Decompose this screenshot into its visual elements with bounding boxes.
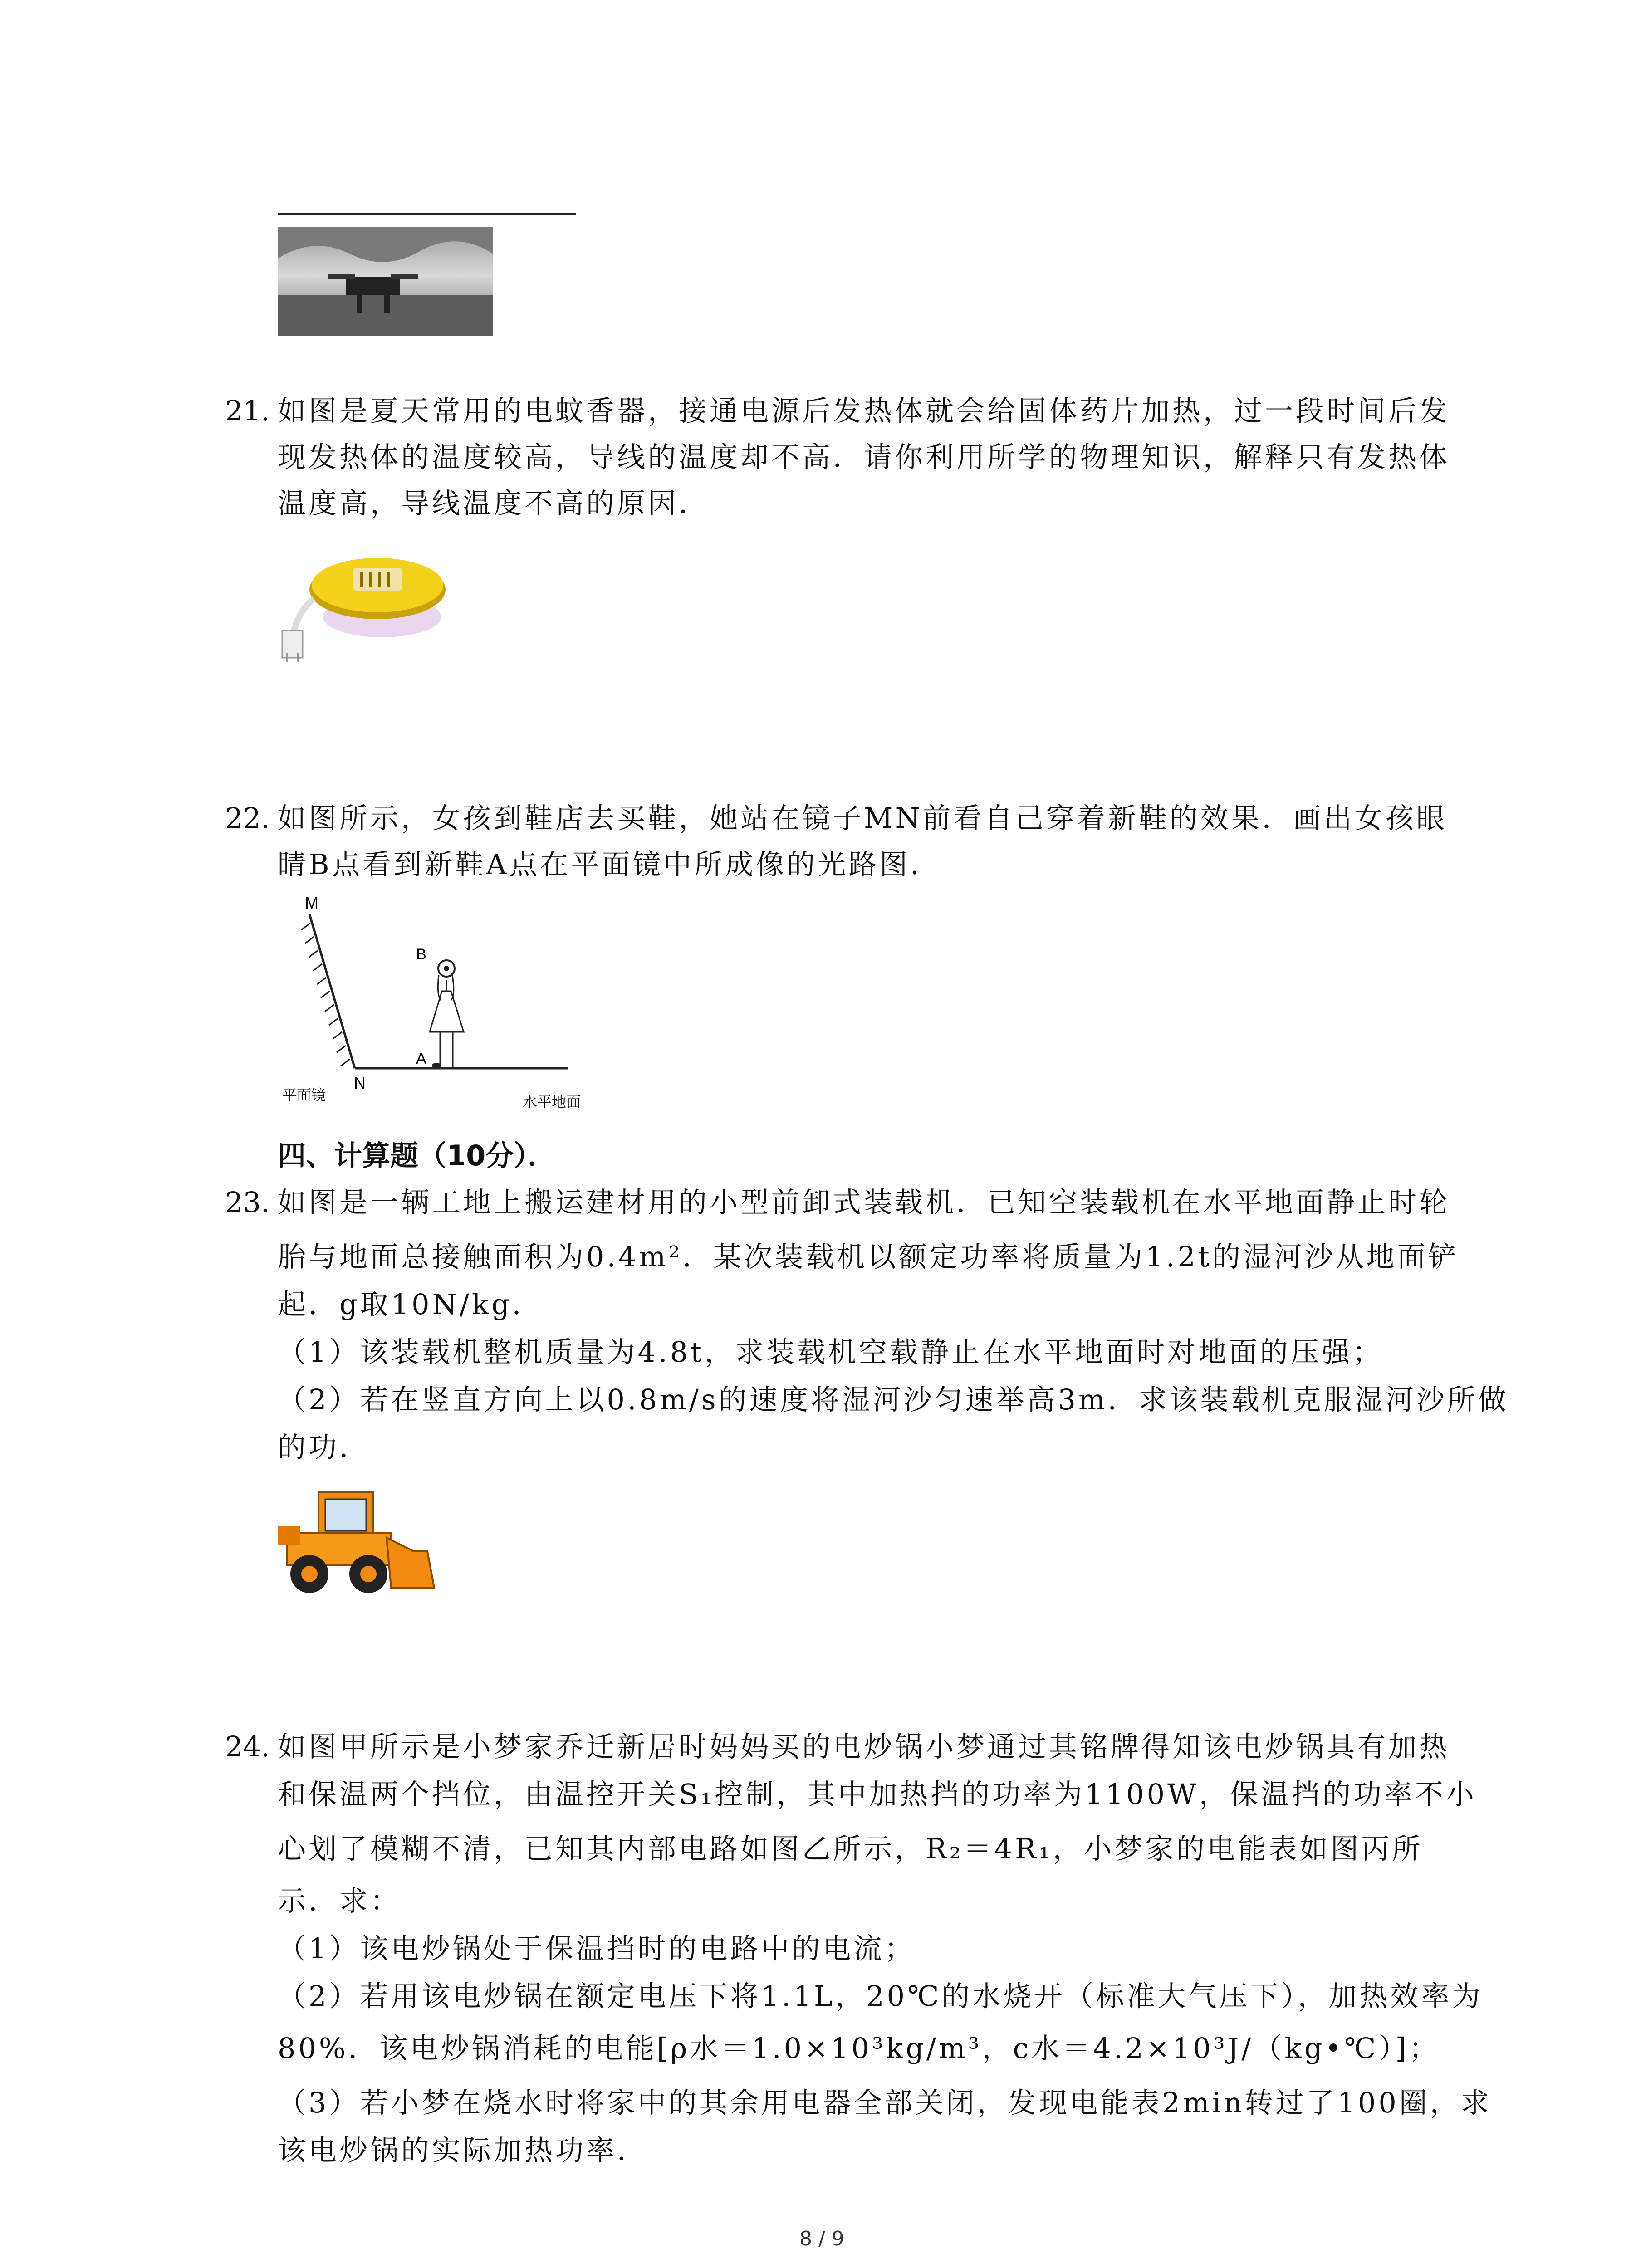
label-A: A <box>416 1050 426 1067</box>
question-text-line: 的功． <box>278 1431 371 1464</box>
loader-photo <box>278 1483 436 1597</box>
drone-photo <box>278 227 493 336</box>
question-text-line: （1）该电炒锅处于保温挡时的电路中的电流； <box>278 1932 916 1965</box>
section-heading: 四、计算题（10分）． <box>278 1139 556 1172</box>
question-text-line: 80%．该电炒锅消耗的电能[ρ水＝1.0×10³kg/m³，c水＝4.2×10³J/（kg•℃）]； <box>278 2032 1440 2065</box>
label-N: N <box>354 1074 366 1092</box>
question-text-line: （2）若用该电炒锅在额定电压下将1.1L，20℃的水烧开（标准大气压下），加热效率为 <box>278 1980 1483 2013</box>
question-text-line: 和保温两个挡位，由温控开关S₁控制，其中加热挡的功率为1100W，保温挡的功率不小 <box>278 1778 1477 1811</box>
question-text-line: （1）该装载机整机质量为4.8t，求装载机空载静止在水平地面时对地面的压强； <box>278 1335 1383 1369</box>
page-number: 8 / 9 <box>799 2227 844 2250</box>
question-text-line: 心划了模糊不清，已知其内部电路如图乙所示，R₂＝4R₁，小梦家的电能表如图丙所 <box>278 1832 1423 1865</box>
question-text-line: 睛B点看到新鞋A点在平面镜中所成像的光路图． <box>278 848 941 881</box>
label-B: B <box>416 946 426 963</box>
question-text-line: 该电炒锅的实际加热功率． <box>278 2134 648 2167</box>
question-text-line: 温度高，导线温度不高的原因． <box>278 487 710 520</box>
mirror-diagram <box>278 891 595 1118</box>
question-text-line: （2）若在竖直方向上以0.8m/s的速度将湿河沙匀速举高3m．求该装载机克服湿河沙所做 <box>278 1383 1509 1416</box>
mosquito-repeller-photo <box>278 540 450 662</box>
question-number: 21. <box>225 394 270 427</box>
question-number: 24. <box>225 1730 270 1763</box>
question-text-line: 如图所示，女孩到鞋店去买鞋，她站在镜子MN前看自己穿着新鞋的效果．画出女孩眼 <box>278 802 1447 835</box>
question-text-line: 胎与地面总接触面积为0.4m²．某次装载机以额定功率将质量为1.2t的湿河沙从地面铲 <box>278 1240 1459 1273</box>
ground-label: 水平地面 <box>523 1094 581 1110</box>
question-number: 22. <box>225 802 270 835</box>
question-number: 23. <box>225 1186 270 1219</box>
question-text-line: 起．g取10N/kg． <box>278 1288 543 1321</box>
answer-blank-line <box>278 213 576 215</box>
question-text-line: 如图甲所示是小梦家乔迁新居时妈妈买的电炒锅小梦通过其铭牌得知该电炒锅具有加热 <box>278 1730 1450 1763</box>
question-text-line: 如图是夏天常用的电蚊香器，接通电源后发热体就会给固体药片加热，过一段时间后发 <box>278 394 1450 427</box>
question-text-line: 现发热体的温度较高，导线的温度却不高．请你利用所学的物理知识，解释只有发热体 <box>278 440 1450 474</box>
question-text-line: （3）若小梦在烧水时将家中的其余用电器全部关闭，发现电能表2min转过了100圈，求 <box>278 2086 1492 2119</box>
mirror-label: 平面镜 <box>282 1087 326 1103</box>
question-text-line: 如图是一辆工地上搬运建材用的小型前卸式装载机．已知空装载机在水平地面静止时轮 <box>278 1186 1450 1219</box>
question-text-line: 示．求： <box>278 1884 402 1917</box>
label-M: M <box>305 894 318 912</box>
